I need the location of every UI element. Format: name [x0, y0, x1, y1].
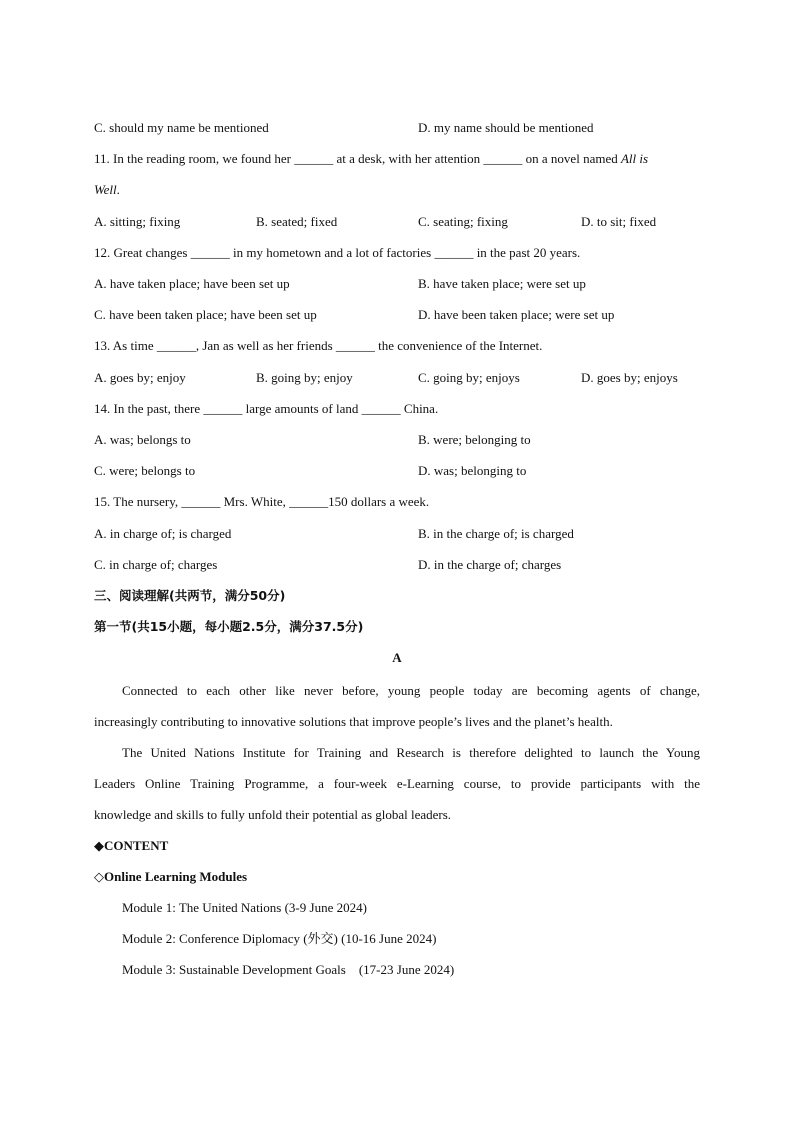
- module-2: Module 2: Conference Diplomacy (外交) (10-16 June 2024): [122, 931, 437, 946]
- q11-stem-text: 11. In the reading room, we found her ______ at a desk, with her attention ______ on a novel named: [94, 151, 621, 166]
- q11-stem-cont: [94, 180, 120, 200]
- q15-option-a: A. in charge of; is charged: [94, 526, 232, 541]
- q11-option-a: A. sitting; fixing: [94, 214, 181, 229]
- q11-novel-title: All is: [620, 151, 649, 166]
- passage-p1-line1: Connected to each other like never before, young people today are becoming agents of change,: [122, 683, 700, 698]
- q11-novel-title-cont: Well: [94, 182, 117, 197]
- q14-stem: 14. In the past, there ______ large amounts of land ______ China.: [94, 401, 439, 416]
- section-subheading: 第一节(共15小题，每小题2.5分，满分37.5分): [94, 619, 364, 634]
- section-heading: 三、阅读理解(共两节，满分50分): [94, 588, 286, 603]
- q14-option-c: C. were; belongs to: [94, 463, 196, 478]
- q10-option-d: D. my name should be mentioned: [418, 120, 594, 135]
- module-1: Module 1: The United Nations (3-9 June 2024): [122, 900, 367, 915]
- q12-option-c: C. have been taken place; have been set up: [94, 307, 317, 322]
- q15-option-c: C. in charge of; charges: [94, 557, 218, 572]
- passage-p2-line2: Leaders Online Training Programme, a four-week e-Learning course, to provide participants with the: [94, 776, 700, 791]
- q11-stem-end: .: [116, 182, 120, 197]
- q14-option-d: D. was; belonging to: [418, 463, 527, 478]
- q12-option-a: A. have taken place; have been set up: [94, 276, 290, 291]
- passage-p1-line2: increasingly contributing to innovative solutions that improve people’s lives and the planet’s health.: [94, 714, 613, 729]
- q11-option-b: B. seated; fixed: [256, 214, 338, 229]
- q15-option-b: B. in the charge of; is charged: [418, 526, 574, 541]
- q13-stem: 13. As time ______, Jan as well as her friends ______ the convenience of the Internet.: [94, 338, 543, 353]
- passage-label: A: [392, 650, 402, 665]
- q10-option-c: C. should my name be mentioned: [94, 120, 269, 135]
- q13-option-d: D. goes by; enjoys: [581, 370, 678, 385]
- q11-option-d: D. to sit; fixed: [581, 214, 657, 229]
- q12-option-b: B. have taken place; were set up: [418, 276, 586, 291]
- q13-option-b: B. going by; enjoy: [256, 370, 353, 385]
- q13-option-a: A. goes by; enjoy: [94, 370, 186, 385]
- content-heading: ◆CONTENT: [94, 838, 169, 853]
- q12-stem: 12. Great changes ______ in my hometown and a lot of factories ______ in the past 20 years.: [94, 245, 581, 260]
- q14-option-a: A. was; belongs to: [94, 432, 191, 447]
- passage-p2-line1: The United Nations Institute for Training and Research is therefore delighted to launch the Young: [122, 745, 700, 760]
- passage-p2-line3: knowledge and skills to fully unfold their potential as global leaders.: [94, 807, 452, 822]
- q11-option-c: C. seating; fixing: [418, 214, 508, 229]
- modules-heading: ◇Online Learning Modules: [94, 869, 248, 884]
- module-3: Module 3: Sustainable Development Goals (17-23 June 2024): [122, 962, 455, 977]
- q11-stem: [94, 149, 700, 169]
- q12-option-d: D. have been taken place; were set up: [418, 307, 615, 322]
- q13-option-c: C. going by; enjoys: [418, 370, 520, 385]
- q15-stem: 15. The nursery, ______ Mrs. White, ______150 dollars a week.: [94, 494, 430, 509]
- q14-option-b: B. were; belonging to: [418, 432, 531, 447]
- q15-option-d: D. in the charge of; charges: [418, 557, 562, 572]
